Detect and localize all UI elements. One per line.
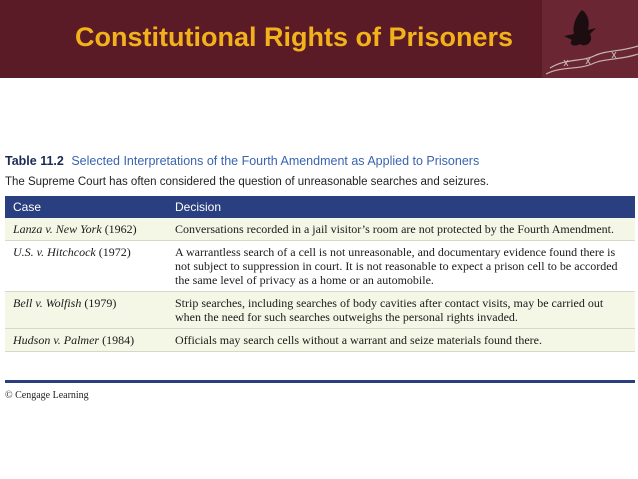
decision-cell: Strip searches, including searches of body cavities after contact visits, may be carried out when the need for such searches outweighs the personal rights invaded. xyxy=(167,292,635,329)
case-cell xyxy=(5,218,167,241)
column-header-decision: Decision xyxy=(167,196,635,218)
case-year: (1979) xyxy=(84,296,117,310)
case-name: U.S. v. Hitchcock xyxy=(13,245,96,259)
table-row xyxy=(5,218,635,241)
table-caption xyxy=(5,154,479,168)
bird-icon xyxy=(542,0,638,78)
fourth-amendment-table xyxy=(5,196,635,352)
case-name: Hudson v. Palmer xyxy=(13,333,100,347)
case-year: (1972) xyxy=(98,245,131,259)
case-cell xyxy=(5,241,167,292)
case-year: (1984) xyxy=(102,333,135,347)
column-header-case: Case xyxy=(5,196,167,218)
table-bottom-rule xyxy=(5,380,635,383)
barbed-wire-bird-decoration xyxy=(542,0,638,78)
slide-header xyxy=(0,0,638,78)
case-cell xyxy=(5,292,167,329)
copyright-credit: © Cengage Learning xyxy=(5,390,89,401)
table-subcaption: The Supreme Court has often considered the question of unreasonable searches and seizures. xyxy=(5,176,489,188)
table-row xyxy=(5,329,635,352)
table-header-row xyxy=(5,196,635,218)
slide-title: Constitutional Rights of Prisoners xyxy=(75,22,514,52)
table-title: Selected Interpretations of the Fourth Amendment as Applied to Prisoners xyxy=(71,154,480,168)
decision-cell: A warrantless search of a cell is not unreasonable, and documentary evidence found there is not subject to suppression in court. It is not reasonable to expect a prison cell to be accorded the same level of privacy as a home or an automobile. xyxy=(167,241,635,292)
case-name: Lanza v. New York xyxy=(13,222,102,236)
case-name: Bell v. Wolfish xyxy=(13,296,82,310)
decision-cell: Officials may search cells without a warrant and seize materials found there. xyxy=(167,329,635,352)
table-row xyxy=(5,241,635,292)
table-row xyxy=(5,292,635,329)
decision-cell: Conversations recorded in a jail visitor’s room are not protected by the Fourth Amendment. xyxy=(167,218,635,241)
table-number: Table 11.2 xyxy=(5,154,64,168)
case-cell xyxy=(5,329,167,352)
case-year: (1962) xyxy=(104,222,137,236)
